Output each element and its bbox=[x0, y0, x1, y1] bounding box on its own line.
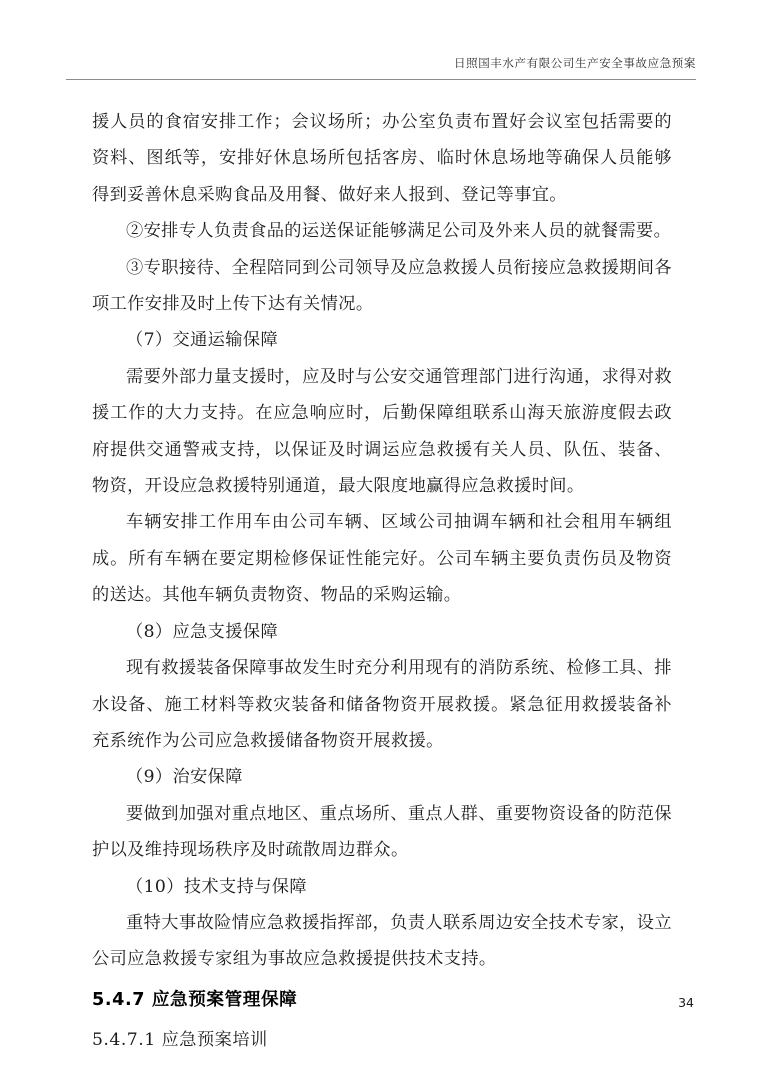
header-divider bbox=[66, 79, 696, 80]
paragraph: 需要外部力量支援时，应及时与公安交通管理部门进行沟通，求得对救援工作的大力支持。在应急响应时，后勤保障组联系山海天旅游度假去政府提供交通警戒支持，以保证及时调运应急救援有关人员、队伍、装备、物资，开设应急救援特别通道，最大限度地赢得应急救援时间。 bbox=[92, 366, 672, 497]
paragraph: 车辆安排工作用车由公司车辆、区域公司抽调车辆和社会租用车辆组成。所有车辆在要定期检修保证性能完好。公司车辆主要负责伤员及物资的送达。其他车辆负责物资、物品的采购运输。 bbox=[92, 512, 672, 606]
list-item: （10）技术支持与保障 bbox=[126, 876, 307, 897]
page-number: 34 bbox=[678, 995, 694, 1010]
paragraph: 重特大事故险情应急救援指挥部，负责人联系周边安全技术专家，设立公司应急救援专家组为事故应急救援提供技术支持。 bbox=[92, 912, 672, 970]
paragraph: 援人员的食宿安排工作；会议场所；办公室负责布置好会议室包括需要的资料、图纸等，安排好休息场所包括客房、临时休息场地等确保人员能够得到妥善休息采购食品及用餐、做好来人报到、登记等事宜。 bbox=[92, 112, 672, 205]
paragraph: ③专职接待、全程陪同到公司领导及应急救援人员衔接应急救援期间各项工作安排及时上传下达有关情况。 bbox=[92, 257, 672, 315]
page-header bbox=[66, 55, 696, 85]
header-title: 日照国丰水产有限公司生产安全事故应急预案 bbox=[454, 56, 696, 70]
document-body bbox=[92, 104, 672, 1060]
paragraph: ②安排专人负责食品的运送保证能够满足公司及外来人员的就餐需要。 bbox=[126, 221, 672, 242]
list-item: （9）治安保障 bbox=[126, 767, 243, 788]
list-item: （7）交通运输保障 bbox=[126, 330, 279, 351]
list-item: （8）应急支援保障 bbox=[126, 621, 279, 642]
subsection-heading: 5.4.7.1 应急预案培训 bbox=[92, 1029, 268, 1050]
section-heading: 5.4.7 应急预案管理保障 bbox=[92, 989, 298, 1010]
paragraph: 现有救援装备保障事故发生时充分利用现有的消防系统、检修工具、排水设备、施工材料等救灾装备和储备物资开展救援。紧急征用救援装备补充系统作为公司应急救援储备物资开展救援。 bbox=[92, 658, 672, 751]
paragraph: 要做到加强对重点地区、重点场所、重点人群、重要物资设备的防范保护以及维持现场秩序及时疏散周边群众。 bbox=[92, 803, 672, 861]
